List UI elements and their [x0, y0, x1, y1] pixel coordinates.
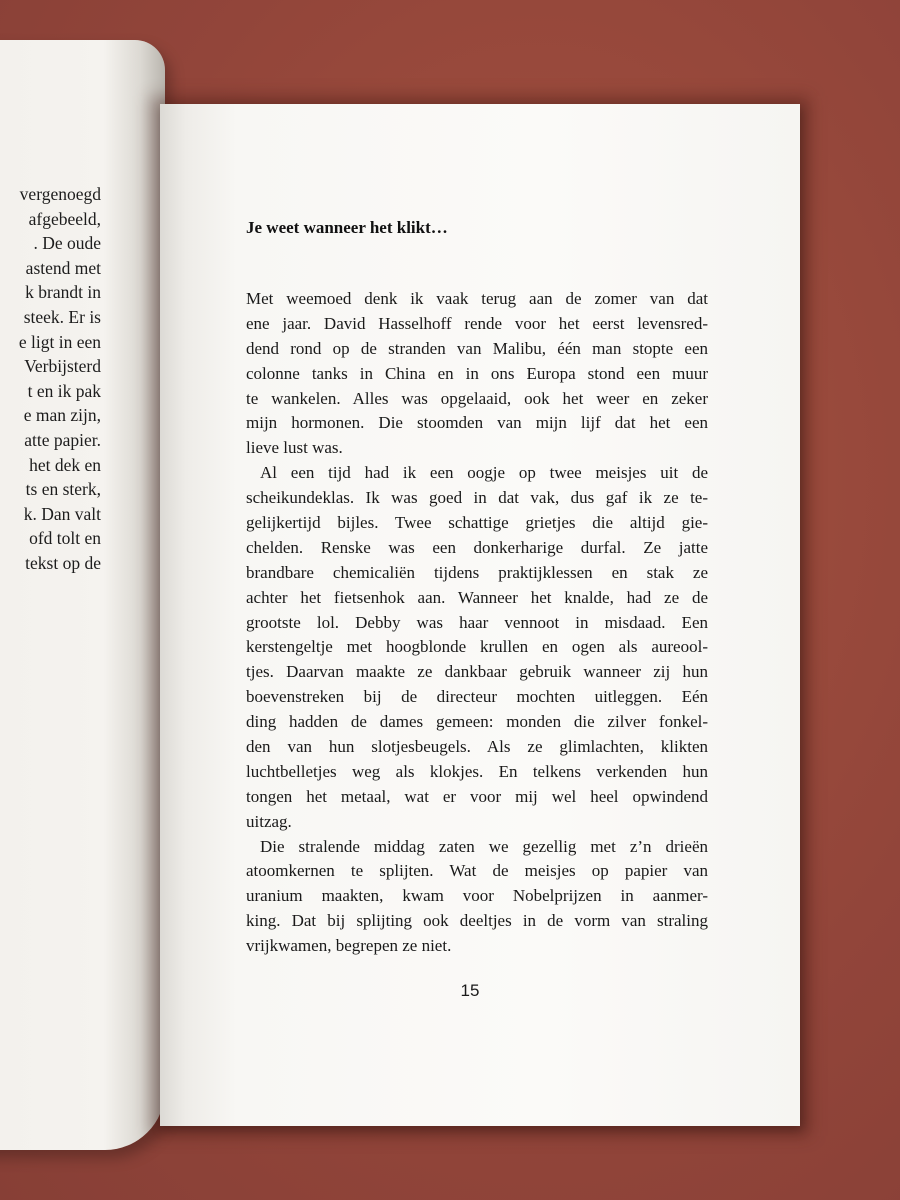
body-line: grootste lol. Debby was haar vennoot in misdaad. Een — [246, 612, 708, 632]
body-line: uitzag. — [246, 811, 292, 831]
body-line: kerstengeltje met hoogblonde krullen en ogen als aureool- — [246, 637, 708, 657]
body-line: Al een tijd had ik een oogje op twee meisjes uit de — [260, 463, 708, 483]
left-page-line: . De oude — [33, 233, 101, 254]
chapter-title: Je weet wanneer het klikt… — [246, 218, 448, 237]
body-line: vrijkwamen, begrepen ze niet. — [246, 936, 452, 956]
right-page — [160, 104, 800, 1126]
body-line: achter het fietsenhok aan. Wanneer het knalde, had ze de — [246, 587, 708, 607]
left-page-line: tekst op de — [25, 552, 101, 573]
left-page — [0, 40, 165, 1150]
body-line: mijn hormonen. Die stoomden van mijn lijf dat het een — [246, 413, 708, 433]
body-line: dend rond op de stranden van Malibu, één man stopte een — [246, 338, 708, 358]
body-line: ene jaar. David Hasselhoff rende voor het eerst levensred- — [246, 313, 708, 333]
left-page-line: het dek en — [29, 454, 101, 475]
left-page-line: astend met — [25, 257, 101, 278]
body-line: boevenstreken bij de directeur mochten uitleggen. Eén — [246, 687, 708, 707]
body-line: tjes. Daarvan maakte ze dankbaar gebruik wanneer zij hun — [246, 662, 708, 682]
body-line: Die stralende middag zaten we gezellig met z’n drieën — [260, 836, 708, 856]
body-line: colonne tanks in China en in ons Europa stond een muur — [246, 363, 708, 383]
body-line: den van hun slotjesbeugels. Als ze glimlachten, klikten — [246, 737, 708, 757]
left-page-line: t en ik pak — [27, 380, 101, 401]
body-line: Met weemoed denk ik vaak terug aan de zomer van dat — [246, 289, 708, 308]
left-page-line: e man zijn, — [23, 405, 101, 426]
body-line: uranium maakten, kwam voor Nobelprijzen in aanmer- — [246, 886, 708, 906]
body-line: gelijkertijd bijles. Twee schattige grietjes die altijd gie- — [246, 513, 708, 533]
left-page-line: Verbijsterd — [24, 356, 101, 377]
left-page-line: atte papier. — [24, 429, 101, 450]
left-page-line: e ligt in een — [18, 331, 101, 352]
body-line: luchtbelletjes weg als klokjes. En telkens verkenden hun — [246, 761, 708, 781]
body-line: scheikundeklas. Ik was goed in dat vak, dus gaf ik ze te- — [246, 488, 708, 508]
body-line: brandbare chemicaliën tijdens praktijklessen en stak ze — [246, 562, 708, 582]
left-page-text — [0, 182, 101, 576]
left-page-line: k brandt in — [25, 282, 101, 303]
left-page-line: k. Dan valt — [23, 503, 101, 524]
body-line: ding hadden de dames gemeen: monden die zilver fonkel- — [246, 712, 708, 732]
left-page-line: vergenoegd — [19, 184, 101, 204]
body-line: tongen het metaal, wat er voor mij wel heel opwindend — [246, 786, 708, 806]
body-line: lieve lust was. — [246, 438, 343, 458]
left-page-line: ts en sterk, — [25, 479, 101, 500]
left-page-line: steek. Er is — [23, 306, 101, 327]
body-line: chelden. Renske was een donkerharige durfal. Ze jatte — [246, 537, 708, 557]
body-line: atoomkernen te splijten. Wat de meisjes op papier van — [246, 861, 708, 881]
page-number: 15 — [460, 981, 480, 1000]
left-page-line: afgebeeld, — [28, 208, 101, 229]
body-line: king. Dat bij splijting ook deeltjes in de vorm van straling — [246, 911, 708, 931]
left-page-line: ofd tolt en — [29, 528, 101, 549]
body-line: te wankelen. Alles was opgelaaid, ook het weer en zeker — [246, 388, 708, 408]
chapter-body-text — [246, 287, 708, 959]
